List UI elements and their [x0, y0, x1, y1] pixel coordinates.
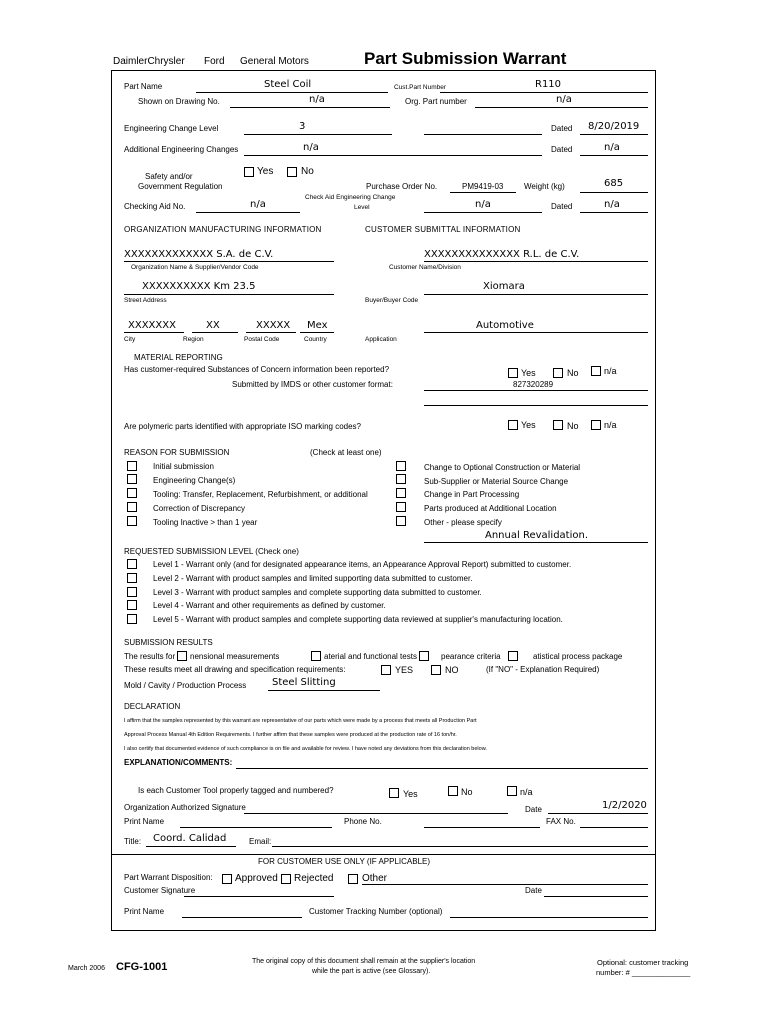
org-date-label: Date [525, 805, 542, 814]
other-line [362, 884, 648, 885]
po-line [450, 192, 516, 193]
part-name-line [196, 92, 388, 93]
checking-aid-line [196, 212, 300, 213]
street-value[interactable]: XXXXXXXXXX Km 23.5 [142, 281, 256, 292]
results-no-label: NO [445, 665, 459, 675]
reason-check-note: (Check at least one) [310, 448, 382, 457]
results-yes-label: YES [395, 665, 414, 675]
results-statistical-checkbox[interactable] [508, 651, 518, 661]
reason-right-checkbox-1[interactable] [396, 461, 406, 471]
cust-part-number-line [440, 92, 648, 93]
footer-optional-1: Optional: customer tracking [597, 958, 689, 967]
safety-yes-checkbox[interactable] [244, 167, 254, 177]
checking-aid-value[interactable]: n/a [250, 199, 266, 210]
reason-other-value[interactable]: Annual Revalidation. [485, 530, 589, 541]
results-appearance-checkbox[interactable] [419, 651, 429, 661]
org-info-header: ORGANIZATION MANUFACTURING INFORMATION [124, 225, 322, 234]
check-aid-level-label-2: Level [354, 204, 370, 211]
cust-name-line [424, 261, 648, 262]
city-value[interactable]: XXXXXXX [128, 320, 176, 331]
material-q2-na-checkbox[interactable] [591, 420, 601, 430]
material-q2-no-checkbox[interactable] [553, 420, 563, 430]
footer-form-code: CFG-1001 [116, 961, 168, 973]
level-4-checkbox[interactable] [127, 600, 137, 610]
add-eng-label: Additional Engineering Changes [124, 145, 239, 154]
tool-question: Is each Customer Tool properly tagged and numbered? [138, 786, 334, 795]
org-name-label: Organization Name & Supplier/Vendor Code [131, 264, 259, 271]
level-1-checkbox[interactable] [127, 559, 137, 569]
results-appearance-label: pearance criteria [441, 652, 501, 661]
oem-general-motors: General Motors [240, 56, 309, 67]
footer-optional-2: number: # ______________ [596, 968, 691, 977]
level-2-checkbox[interactable] [127, 573, 137, 583]
fax-label: FAX No. [546, 817, 576, 826]
other-checkbox[interactable] [348, 874, 358, 884]
level-4-label: Level 4 - Warrant and other requirements as defined by customer. [153, 601, 386, 610]
level-5-checkbox[interactable] [127, 614, 137, 624]
oem-daimlerchrysler: DaimlerChrysler [113, 56, 185, 67]
customer-signature-label: Customer Signature [124, 886, 196, 895]
reason-other-line [424, 542, 648, 543]
cust-info-header: CUSTOMER SUBMITTAL INFORMATION [365, 225, 521, 234]
material-q1-na-checkbox[interactable] [591, 366, 601, 376]
page-title: Part Submission Warrant [364, 49, 567, 68]
country-value[interactable]: Mex [307, 320, 328, 331]
footer-date: March 2006 [68, 965, 105, 972]
oem-ford: Ford [204, 56, 225, 67]
tracking-label: Customer Tracking Number (optional) [309, 907, 443, 916]
weight-line [580, 192, 648, 193]
results-yes-checkbox[interactable] [381, 665, 391, 675]
country-label: Country [304, 336, 327, 343]
material-q1-yes-label: Yes [521, 368, 536, 378]
level-2-label: Level 2 - Warrant with product samples and limited supporting data submitted to customer. [153, 574, 473, 583]
city-label: City [124, 336, 136, 343]
print-name-label: Print Name [124, 817, 165, 826]
postal-label: Postal Code [244, 336, 280, 343]
tool-yes-checkbox[interactable] [389, 788, 399, 798]
approved-label: Approved [235, 873, 278, 884]
material-q2-no-label: No [567, 421, 579, 431]
rejected-checkbox[interactable] [281, 874, 291, 884]
material-q1-no-label: No [567, 368, 579, 378]
imds-value[interactable]: 827320289 [513, 380, 554, 389]
footer-note-2: while the part is active (see Glossary). [312, 968, 431, 975]
org-date-value[interactable]: 1/2/2020 [602, 800, 647, 811]
org-name-line [124, 261, 334, 262]
org-part-value[interactable]: n/a [556, 94, 572, 105]
imds-line-2 [424, 405, 648, 406]
reason-right-checkbox-5[interactable] [396, 516, 406, 526]
cust-part-number-label: Cust.Part Number [394, 84, 447, 91]
add-eng-line [244, 155, 542, 156]
reason-right-label-1: Change to Optional Construction or Material [424, 463, 581, 472]
country-line [300, 332, 334, 333]
tool-na-label: n/a [520, 787, 533, 797]
city-line [124, 332, 184, 333]
reason-right-label-5: Other - please specify [424, 518, 502, 527]
fax-line [580, 827, 648, 828]
explanation-label: EXPLANATION/COMMENTS: [124, 758, 233, 767]
level-1-label: Level 1 - Warrant only (and for designated appearance items, an Appearance Approval Report) submitted to customer. [153, 560, 572, 569]
reason-left-label-4: Correction of Discrepancy [153, 504, 246, 513]
eng-level-value[interactable]: 3 [299, 121, 306, 132]
material-q1: Has customer-required Substances of Concern information been reported? [124, 365, 390, 374]
imds-line [424, 390, 648, 391]
postal-value[interactable]: XXXXX [256, 320, 291, 331]
buyer-line [424, 294, 648, 295]
reason-header: REASON FOR SUBMISSION [124, 448, 230, 457]
results-material-label: aterial and functional tests [324, 652, 417, 661]
org-signature-line [244, 813, 508, 814]
check-aid-level-line [424, 212, 542, 213]
safety-label-1: Safety and/or [145, 172, 193, 181]
org-part-label: Org. Part number [405, 97, 467, 106]
safety-no-label: No [301, 166, 314, 177]
levels-header: REQUESTED SUBMISSION LEVEL (Check one) [124, 547, 299, 556]
declaration-p1: I affirm that the samples represented by this warrant are representative of our parts which were made by a process that meets all Production Part [124, 718, 477, 724]
application-label: Application [365, 336, 397, 343]
material-q1-yes-checkbox[interactable] [508, 368, 518, 378]
buyer-label: Buyer/Buyer Code [365, 297, 419, 304]
level-5-label: Level 5 - Warrant with product samples and complete supporting data reviewed at supplier's manufacturing location. [153, 615, 563, 624]
org-name-value[interactable]: XXXXXXXXXXXXX S.A. de C.V. [124, 249, 274, 260]
postal-line [246, 332, 296, 333]
title-line [146, 846, 236, 847]
customer-print-name-label: Print Name [124, 907, 165, 916]
street-line [124, 294, 334, 295]
safety-label-2: Government Regulation [138, 182, 223, 191]
tracking-line [450, 917, 648, 918]
results-for-label: The results for [124, 652, 176, 661]
check-aid-level-label-1: Check Aid Engineering Change [305, 194, 396, 201]
checking-aid-label: Checking Aid No. [124, 202, 186, 211]
part-name-value[interactable]: Steel Coil [264, 79, 312, 90]
footer-note-1: The original copy of this document shall remain at the supplier's location [252, 958, 476, 965]
application-value[interactable]: Automotive [476, 320, 534, 331]
results-explanation-note: (If "NO" - Explanation Required) [486, 665, 600, 674]
region-label: Region [183, 336, 204, 343]
weight-value[interactable]: 685 [604, 178, 624, 189]
phone-label: Phone No. [344, 817, 382, 826]
eng-level-date-line [580, 134, 648, 135]
add-eng-date-line [580, 155, 648, 156]
org-signature-label: Organization Authorized Signature [124, 803, 246, 812]
customer-print-name-line [182, 917, 302, 918]
phone-line [424, 827, 540, 828]
tool-na-checkbox[interactable] [507, 786, 517, 796]
weight-label: Weight (kg) [524, 182, 565, 191]
material-q1-no-checkbox[interactable] [553, 368, 563, 378]
add-eng-date-value[interactable]: n/a [604, 142, 620, 153]
imds-label: Submitted by IMDS or other customer format: [232, 380, 393, 389]
reason-left-checkbox-5[interactable] [127, 516, 137, 526]
buyer-value[interactable]: Xiomara [483, 281, 525, 292]
eng-level-date-value[interactable]: 8/20/2019 [588, 121, 640, 132]
reason-left-checkbox-3[interactable] [127, 488, 137, 498]
rejected-label: Rejected [294, 873, 334, 884]
part-name-label: Part Name [124, 82, 163, 91]
reason-left-label-5: Tooling Inactive > than 1 year [153, 518, 258, 527]
po-value[interactable]: PM9419-03 [462, 182, 504, 191]
check-aid-date-value[interactable]: n/a [604, 199, 620, 210]
mold-label: Mold / Cavity / Production Process [124, 681, 247, 690]
reason-left-checkbox-4[interactable] [127, 502, 137, 512]
results-dimensional-label: nensional measurements [190, 652, 280, 661]
customer-date-line [544, 896, 648, 897]
cust-name-value[interactable]: XXXXXXXXXXXXXX R.L. de C.V. [424, 249, 580, 260]
email-line [272, 846, 648, 847]
check-aid-level-value[interactable]: n/a [475, 199, 491, 210]
title-value[interactable]: Coord. Calidad [153, 833, 227, 844]
cust-part-number-value[interactable]: R110 [535, 79, 562, 90]
customer-date-label: Date [525, 886, 542, 895]
print-name-line [180, 827, 332, 828]
check-aid-dated-label: Dated [551, 202, 573, 211]
reason-left-label-1: Initial submission [153, 462, 214, 471]
declaration-header: DECLARATION [124, 702, 181, 711]
reason-right-label-3: Change in Part Processing [424, 490, 520, 499]
results-no-checkbox[interactable] [431, 665, 441, 675]
mold-line [268, 690, 380, 691]
material-q2-na-label: n/a [604, 420, 617, 430]
reason-right-label-2: Sub-Supplier or Material Source Change [424, 477, 569, 486]
reason-left-label-3: Tooling: Transfer, Replacement, Refurbishment, or additional [153, 490, 368, 499]
org-part-line [475, 107, 648, 108]
drawing-value[interactable]: n/a [309, 94, 325, 105]
tool-no-checkbox[interactable] [448, 786, 458, 796]
reason-right-checkbox-4[interactable] [396, 502, 406, 512]
results-meet-label: These results meet all drawing and specification requirements: [124, 665, 346, 674]
region-line [192, 332, 238, 333]
safety-no-checkbox[interactable] [287, 167, 297, 177]
drawing-line [230, 107, 390, 108]
reason-right-checkbox-3[interactable] [396, 488, 406, 498]
customer-signature-line [184, 896, 334, 897]
results-header: SUBMISSION RESULTS [124, 638, 213, 647]
reason-left-checkbox-1[interactable] [127, 461, 137, 471]
material-q2-yes-label: Yes [521, 420, 536, 430]
disposition-label: Part Warrant Disposition: [124, 873, 213, 882]
check-aid-date-line [580, 212, 648, 213]
eng-level-extra-line [424, 134, 542, 135]
level-3-label: Level 3 - Warrant with product samples and complete supporting data submitted to customer. [153, 588, 482, 597]
customer-use-separator [112, 854, 655, 855]
results-dimensional-checkbox[interactable] [177, 651, 187, 661]
eng-level-label: Engineering Change Level [124, 124, 219, 133]
safety-yes-label: Yes [257, 166, 274, 177]
material-q1-na-label: n/a [604, 366, 617, 376]
add-eng-dated-label: Dated [551, 145, 573, 154]
reason-right-checkbox-2[interactable] [396, 474, 406, 484]
declaration-p2: Approval Process Manual 4th Edition Requirements. I further affirm that these samples were produced at the production rate of 16 ton/hr. [124, 732, 457, 738]
eng-level-dated-label: Dated [551, 124, 573, 133]
explanation-line [236, 768, 648, 769]
application-line [424, 332, 648, 333]
declaration-p3: I also certify that documented evidence of such compliance is on file and available for review. I have noted any deviations from this declaration below. [124, 746, 487, 752]
material-q2: Are polymeric parts identified with appropriate ISO marking codes? [124, 422, 361, 431]
mold-value[interactable]: Steel Slitting [272, 677, 336, 688]
street-label: Street Address [124, 297, 167, 304]
add-eng-value[interactable]: n/a [303, 142, 319, 153]
customer-use-header: FOR CUSTOMER USE ONLY (IF APPLICABLE) [258, 857, 431, 866]
tool-no-label: No [461, 787, 473, 797]
other-label: Other [362, 873, 388, 884]
material-header: MATERIAL REPORTING [134, 353, 223, 362]
results-material-checkbox[interactable] [311, 651, 321, 661]
reason-right-label-4: Parts produced at Additional Location [424, 504, 557, 513]
level-3-checkbox[interactable] [127, 587, 137, 597]
cust-name-label: Customer Name/Division [389, 264, 461, 271]
drawing-label: Shown on Drawing No. [138, 97, 220, 106]
material-q2-yes-checkbox[interactable] [508, 420, 518, 430]
tool-yes-label: Yes [403, 789, 418, 799]
reason-left-checkbox-2[interactable] [127, 474, 137, 484]
reason-left-label-2: Engineering Change(s) [153, 476, 236, 485]
approved-checkbox[interactable] [222, 874, 232, 884]
results-statistical-label: atistical process package [533, 652, 623, 661]
region-value[interactable]: XX [206, 320, 220, 331]
email-label: Email: [249, 837, 272, 846]
eng-level-line [244, 134, 392, 135]
title-label: Title: [124, 837, 142, 846]
po-label: Purchase Order No. [366, 182, 438, 191]
org-date-line [548, 813, 648, 814]
